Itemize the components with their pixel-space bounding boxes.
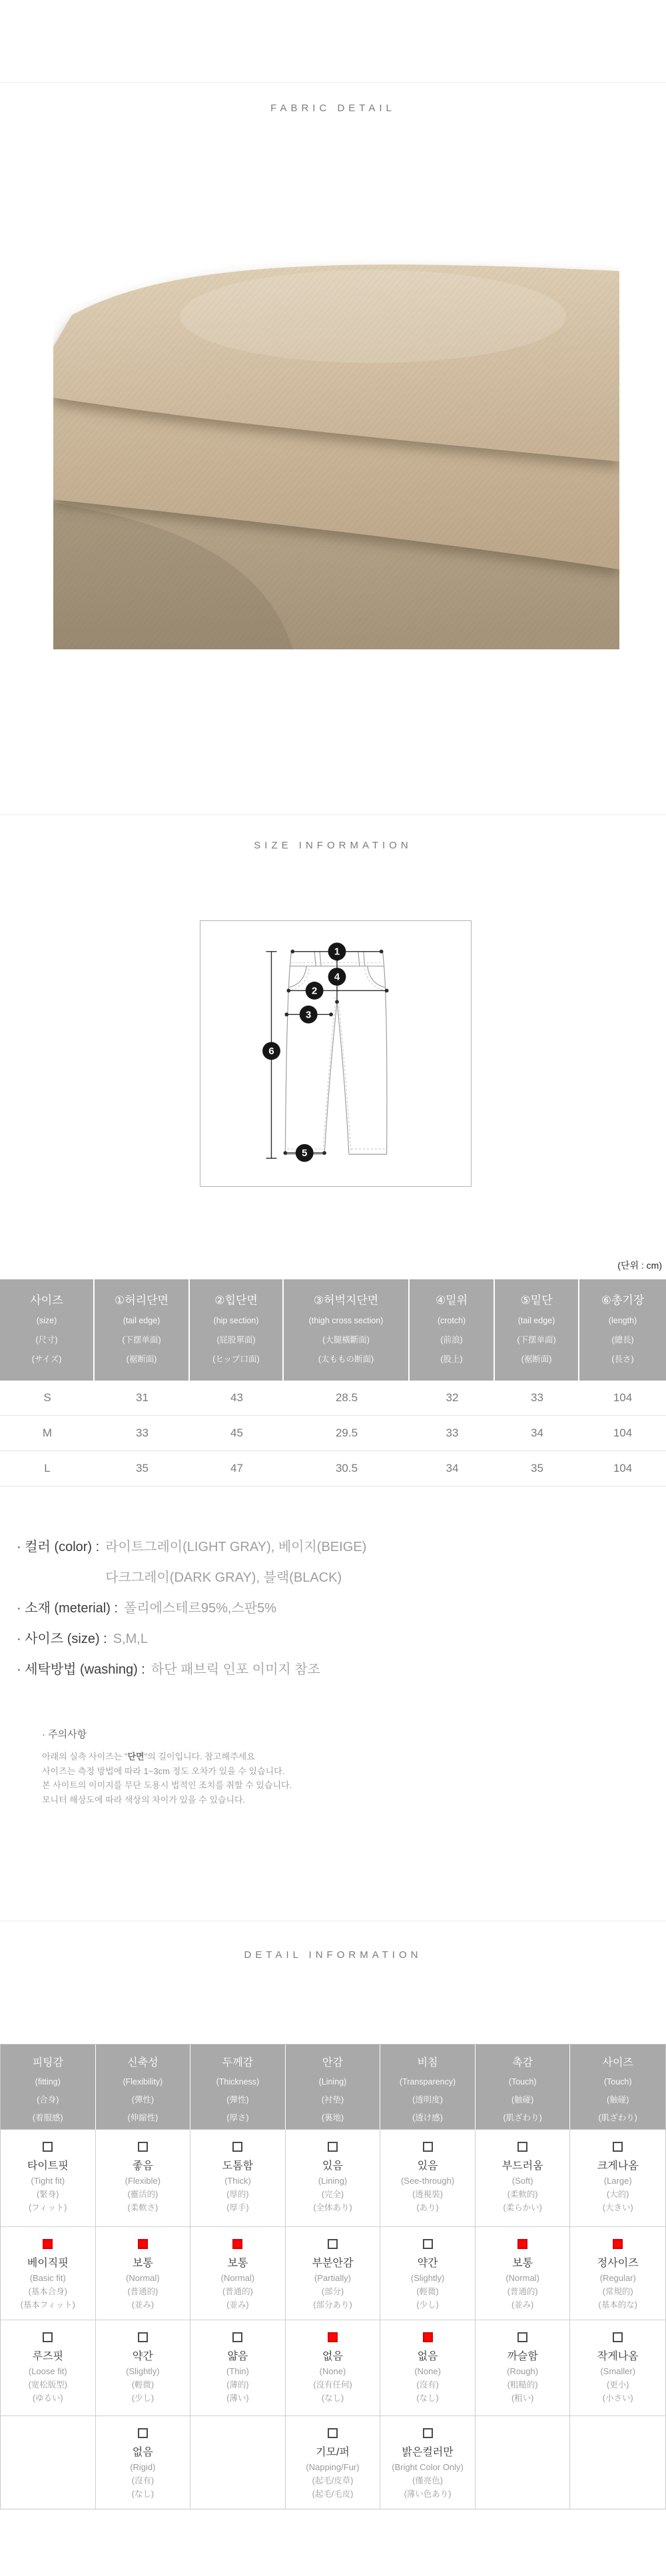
detail-option-en: (Thin): [226, 2366, 249, 2376]
notice-line: [42, 1750, 292, 1764]
size-header-main: ①허리단면: [115, 1294, 168, 1307]
size-header-jp: (股上): [440, 1355, 463, 1364]
checkbox-empty-icon: [138, 2428, 148, 2438]
detail-option-jp: (小さい): [602, 2394, 633, 2403]
detail-option-cn: (起毛/皮草): [312, 2476, 354, 2485]
detail-option-cn: (柔軟的): [507, 2190, 538, 2199]
detail-option-label: 밝은컬러만: [402, 2447, 454, 2458]
marker-6: 6: [268, 1045, 274, 1057]
section-divider: [0, 814, 666, 815]
detail-option-label: 까슬함: [507, 2351, 538, 2362]
checkbox-filled-icon: [328, 2332, 338, 2342]
spec-list: [17, 1532, 366, 1685]
checkbox-empty-icon: [517, 2332, 527, 2342]
detail-option-cn: (宽松版型): [28, 2380, 67, 2390]
marker-3: 3: [306, 1009, 312, 1021]
size-header-jp: (裾断面): [521, 1355, 552, 1364]
detail-option-jp: (大きい): [602, 2203, 633, 2212]
detail-option-cn: (透視裝): [412, 2190, 443, 2199]
detail-header-cn: (彈性): [226, 2095, 249, 2104]
size-table-header-cell: [0, 1279, 95, 1381]
detail-option-cell: [1, 2130, 96, 2227]
detail-header-cn: (衬垫): [321, 2095, 344, 2104]
detail-option-cn: (普通的): [127, 2287, 159, 2296]
detail-option-label: 약간: [417, 2258, 438, 2269]
detail-option-cell: [1, 2227, 96, 2320]
detail-option-label: 정사이즈: [597, 2258, 639, 2269]
detail-option-label: 약간: [132, 2351, 153, 2362]
detail-option-cn: (普通的): [222, 2287, 253, 2296]
size-table-header-cell: [495, 1279, 579, 1381]
size-header-main: ⑤밑단: [520, 1294, 553, 1307]
size-value-cell: 33: [136, 1427, 149, 1439]
size-value-cell: 104: [613, 1391, 633, 1404]
notice-line: 모니터 해상도에 따라 색상의 차이가 있을 수 있습니다.: [42, 1794, 246, 1805]
detail-option-en: (Smaller): [600, 2366, 636, 2376]
detail-option-en: (Tight fit): [31, 2176, 65, 2186]
checkbox-empty-icon: [43, 2332, 53, 2342]
fabric-photo: [53, 216, 619, 649]
detail-option-cn: (基本合身): [28, 2287, 67, 2296]
checkbox-filled-icon: [232, 2239, 242, 2249]
detail-option-cn: (靈活的): [127, 2190, 159, 2199]
size-header-jp: (太ももの断面): [318, 1355, 374, 1364]
detail-option-jp: (薄い色あり): [404, 2489, 452, 2499]
detail-empty-cell: [1, 2416, 96, 2509]
detail-header-jp: (着服感): [32, 2113, 63, 2122]
checkbox-empty-icon: [328, 2142, 338, 2152]
detail-header-main: 두께감: [222, 2057, 254, 2069]
detail-option-label: 도톰함: [222, 2160, 254, 2172]
detail-option-cn: (緊身): [37, 2190, 59, 2199]
detail-header-cn: (触碰): [511, 2095, 534, 2104]
detail-header-jp: (厚さ): [226, 2113, 249, 2122]
notice-line: 사이즈는 측정 방법에 따라 1~3cm 정도 오차가 있을 수 있습니다.: [42, 1766, 285, 1776]
size-header-cn: (下摆单面): [517, 1335, 556, 1345]
pants-diagram-art: [200, 921, 471, 1186]
size-header-cn: (大腿橫斷面): [322, 1335, 370, 1345]
detail-option-en: (Normal): [126, 2273, 160, 2283]
detail-header-cn: (触碰): [607, 2095, 629, 2104]
detail-option-en: (Partially): [314, 2273, 351, 2283]
detail-option-en: (Soft): [511, 2176, 533, 2186]
detail-option-label: 얇음: [227, 2351, 248, 2362]
detail-option-jp: (並み): [226, 2300, 249, 2310]
detail-option-en: (Loose fit): [28, 2366, 67, 2376]
detail-option-cn: (沒有任何): [313, 2380, 352, 2390]
unit-note: (단위 : cm): [617, 1260, 662, 1271]
detail-option-cell: [380, 2227, 476, 2320]
detail-option-label: 보통: [227, 2258, 248, 2269]
detail-option-cell: [190, 2130, 286, 2227]
section-divider: [0, 82, 666, 83]
spec-item-washing: [17, 1654, 366, 1685]
detail-option-cell: [476, 2320, 571, 2416]
size-table-header-cell: [95, 1279, 190, 1381]
detail-option-cell: [96, 2416, 191, 2509]
detail-header-jp: (透け感): [412, 2113, 443, 2122]
detail-option-cn: (沒有): [131, 2476, 155, 2485]
detail-option-cn: (厚的): [226, 2190, 249, 2199]
size-value-cell: 104: [613, 1462, 633, 1474]
detail-option-jp: (並み): [511, 2300, 534, 2310]
size-value-cell: 35: [531, 1462, 543, 1474]
checkbox-empty-icon: [43, 2142, 53, 2152]
detail-option-jp: (基本フィット): [20, 2300, 75, 2310]
detail-header-jp: (肌ざわり): [598, 2113, 637, 2122]
size-value-cell: 45: [230, 1427, 243, 1439]
size-table-row: [0, 1381, 666, 1416]
spec-value: 폴리에스테르95%,스판5%: [123, 1601, 277, 1616]
detail-option-cn: (部分): [321, 2287, 344, 2296]
detail-header-cn: (透明度): [412, 2095, 443, 2104]
detail-option-en: (Slightly): [126, 2366, 160, 2376]
detail-option-label: 타이트핏: [27, 2160, 69, 2172]
size-value-cell: 47: [230, 1462, 243, 1474]
detail-option-en: (Lining): [318, 2176, 348, 2186]
detail-option-en: (Bright Color Only): [392, 2462, 464, 2472]
detail-option-en: (None): [414, 2366, 441, 2376]
checkbox-empty-icon: [328, 2428, 338, 2438]
checkbox-filled-icon: [517, 2239, 527, 2249]
detail-option-cell: [96, 2320, 191, 2416]
size-name-cell: S: [43, 1391, 51, 1404]
checkbox-empty-icon: [138, 2142, 148, 2152]
size-value-cell: 104: [613, 1427, 633, 1439]
size-header-jp: (裾断面): [126, 1355, 157, 1364]
marker-2: 2: [312, 985, 318, 997]
detail-table: [0, 2044, 666, 2509]
detail-header-jp: (肌ざわり): [503, 2113, 542, 2122]
size-header-cn: (前浪): [440, 1335, 463, 1345]
marker-5: 5: [302, 1147, 308, 1159]
detail-option-label: 좋음: [132, 2160, 153, 2172]
size-value-cell: 31: [136, 1391, 149, 1404]
size-table-header-cell: [410, 1279, 495, 1381]
detail-header-en: (Flexibility): [123, 2077, 163, 2087]
detail-option-label: 없음: [417, 2351, 438, 2362]
detail-option-jp: (柔軟さ): [127, 2203, 159, 2212]
detail-option-label: 없음: [132, 2447, 153, 2458]
checkbox-empty-icon: [517, 2142, 527, 2152]
checkbox-empty-icon: [232, 2142, 242, 2152]
size-value-cell: 33: [531, 1391, 543, 1404]
detail-option-label: 베이직핏: [27, 2258, 69, 2269]
detail-option-cn: (沒有): [416, 2380, 439, 2390]
detail-header-cell: [190, 2045, 286, 2130]
detail-header-main: 안감: [322, 2057, 343, 2069]
notice-title: · 주의사항: [42, 1729, 87, 1740]
detail-option-cell: [570, 2130, 665, 2227]
size-header-main: ⑥총기장: [601, 1294, 645, 1307]
size-value-cell: 35: [136, 1462, 149, 1474]
size-header-main: ④밑위: [435, 1294, 468, 1307]
size-header-main: 사이즈: [30, 1294, 63, 1307]
detail-header-cell: [96, 2045, 191, 2130]
detail-option-cn: (更小): [607, 2380, 629, 2390]
spec-label: · 사이즈 (size) :: [17, 1632, 107, 1646]
checkbox-empty-icon: [138, 2332, 148, 2342]
size-header-en: (size): [36, 1316, 57, 1325]
size-value-cell: 29.5: [335, 1427, 358, 1439]
detail-table-body: [1, 2130, 665, 2509]
size-header-cn: (總長): [611, 1335, 634, 1345]
detail-table-row: [1, 2130, 665, 2227]
checkbox-filled-icon: [613, 2239, 623, 2249]
detail-header-en: (fitting): [35, 2077, 61, 2087]
detail-option-cn: (輕微): [416, 2287, 439, 2296]
detail-option-cell: [570, 2320, 665, 2416]
pants-measurement-diagram: [200, 920, 472, 1187]
detail-option-cell: [190, 2227, 286, 2320]
detail-header-en: (Transparency): [399, 2077, 456, 2087]
notice-line-post: "의 길이입니다. 참고해주세요: [144, 1752, 255, 1762]
detail-header-main: 사이즈: [602, 2057, 633, 2069]
spec-item-color: [17, 1532, 366, 1593]
detail-option-cn: (常規的): [602, 2287, 633, 2296]
size-table-header: [0, 1279, 666, 1381]
size-table: [0, 1279, 666, 1486]
size-header-en: (tail edge): [517, 1316, 555, 1325]
size-header-en: (thigh cross section): [308, 1316, 384, 1325]
detail-header-en: (Touch): [508, 2077, 537, 2087]
detail-table-row: [1, 2416, 665, 2509]
spec-value: S,M,L: [113, 1632, 148, 1646]
detail-option-jp: (全体あり): [313, 2203, 352, 2212]
detail-header-cn: (彈性): [131, 2095, 155, 2104]
detail-header-main: 비침: [417, 2057, 438, 2069]
size-table-header-cell: [284, 1279, 410, 1381]
detail-option-label: 크게나옴: [597, 2160, 639, 2172]
detail-option-jp: (起毛/毛皮): [312, 2489, 354, 2499]
detail-header-en: (Lining): [318, 2077, 347, 2087]
checkbox-empty-icon: [328, 2239, 338, 2249]
size-header-jp: (サイズ): [31, 1355, 62, 1364]
size-table-header-cell: [190, 1279, 284, 1381]
detail-option-label: 루즈핏: [32, 2351, 63, 2362]
detail-empty-cell: [476, 2416, 571, 2509]
spec-label: · 컬러 (color) :: [17, 1540, 100, 1554]
size-value-cell: 32: [446, 1391, 459, 1404]
spec-label: · 세탁방법 (washing) :: [17, 1662, 145, 1677]
size-header-en: (hip section): [213, 1316, 259, 1325]
detail-option-en: (Regular): [599, 2273, 636, 2283]
checkbox-empty-icon: [232, 2332, 242, 2342]
detail-header-main: 피팅감: [32, 2057, 63, 2069]
detail-option-cell: [476, 2130, 571, 2227]
detail-option-jp: (薄い): [226, 2394, 249, 2403]
detail-option-cn: (普通的): [507, 2287, 538, 2296]
detail-option-en: (Normal): [505, 2273, 539, 2283]
detail-header-cell: [1, 2045, 96, 2130]
size-header-en: (length): [608, 1316, 637, 1325]
detail-header-jp: (裏地): [321, 2113, 344, 2122]
checkbox-filled-icon: [43, 2239, 53, 2249]
spec-value-line: 라이트그레이(LIGHT GRAY), 베이지(BEIGE): [105, 1540, 367, 1554]
detail-option-jp: (粗い): [511, 2394, 534, 2403]
detail-option-label: 있음: [322, 2160, 343, 2172]
checkbox-filled-icon: [138, 2239, 148, 2249]
size-name-cell: M: [42, 1427, 53, 1439]
size-header-en: (tail edge): [123, 1316, 161, 1325]
detail-option-jp: (並み): [131, 2300, 155, 2310]
detail-option-en: (Normal): [220, 2273, 255, 2283]
notice-line-bold: 단면: [127, 1752, 145, 1762]
notice-line: 본 사이트의 이미지를 무단 도용시 법적인 조치를 취할 수 있습니다.: [42, 1780, 292, 1790]
marker-1: 1: [334, 946, 340, 958]
detail-empty-cell: [570, 2416, 665, 2509]
detail-option-en: (Rough): [507, 2366, 539, 2376]
size-value-cell: 43: [230, 1391, 243, 1404]
detail-header-cell: [476, 2045, 571, 2130]
size-header-cn: (屁股單面): [216, 1335, 256, 1345]
detail-header-cell: [286, 2045, 381, 2130]
size-header-main: ③허벅지단면: [313, 1294, 379, 1307]
checkbox-empty-icon: [423, 2142, 433, 2152]
detail-table-header: [1, 2045, 665, 2130]
detail-option-jp: (部分あり): [313, 2300, 352, 2310]
detail-option-cell: [286, 2416, 381, 2509]
spec-item-size: [17, 1624, 366, 1654]
size-value-cell: 30.5: [335, 1462, 358, 1474]
size-value-cell: 28.5: [335, 1391, 358, 1404]
detail-information-title: DETAIL INFORMATION: [244, 1949, 422, 1961]
notice-line-pre: 아래의 실측 사이즈는 ": [42, 1752, 128, 1762]
detail-option-cn: (完全): [321, 2190, 344, 2199]
detail-option-cell: [96, 2130, 191, 2227]
detail-option-jp: (あり): [416, 2203, 439, 2212]
detail-option-en: (Basic fit): [29, 2273, 66, 2283]
size-value-cell: 34: [531, 1427, 543, 1439]
size-header-jp: (ヒップ口面): [212, 1355, 260, 1364]
detail-option-cell: [476, 2227, 571, 2320]
detail-option-cn: (輕微): [131, 2380, 155, 2390]
detail-header-main: 신축성: [127, 2057, 159, 2069]
detail-option-cell: [190, 2320, 286, 2416]
fabric-photo-art: [53, 216, 619, 649]
size-header-main: ②힙단면: [214, 1294, 258, 1307]
detail-option-label: 있음: [417, 2160, 438, 2172]
size-table-row: [0, 1451, 666, 1486]
detail-table-row: [1, 2227, 665, 2320]
detail-option-en: (Thick): [224, 2176, 251, 2186]
detail-option-cell: [380, 2130, 476, 2227]
checkbox-empty-icon: [423, 2428, 433, 2438]
detail-option-cn: (薄的): [226, 2380, 249, 2390]
detail-option-cell: [96, 2227, 191, 2320]
detail-option-cn: (大的): [607, 2190, 629, 2199]
detail-option-label: 부드러움: [501, 2160, 543, 2172]
size-value-cell: 34: [446, 1462, 459, 1474]
detail-option-en: (None): [319, 2366, 346, 2376]
detail-option-label: 없음: [322, 2351, 343, 2362]
detail-option-jp: (フィット): [29, 2203, 67, 2212]
detail-option-en: (Slightly): [410, 2273, 445, 2283]
size-header-en: (crotch): [437, 1316, 466, 1325]
spec-value: 하단 패브릭 인포 이미지 참조: [151, 1662, 320, 1677]
detail-option-jp: (なし): [321, 2394, 344, 2403]
detail-header-jp: (伸縮性): [127, 2113, 159, 2122]
detail-option-jp: (なし): [416, 2394, 439, 2403]
detail-table-row: [1, 2320, 665, 2416]
detail-option-cell: [380, 2416, 476, 2509]
checkbox-empty-icon: [423, 2239, 433, 2249]
detail-header-cn: (合身): [37, 2095, 59, 2104]
spec-value-line: 다크그레이(DARK GRAY), 블랙(BLACK): [105, 1570, 342, 1585]
detail-option-en: (Rigid): [130, 2462, 156, 2472]
detail-option-cell: [286, 2320, 381, 2416]
size-value-cell: 33: [446, 1427, 459, 1439]
detail-option-label: 기모/퍼: [316, 2447, 350, 2458]
detail-option-cell: [570, 2227, 665, 2320]
detail-header-en: (Thickness): [216, 2077, 260, 2087]
checkbox-filled-icon: [423, 2332, 433, 2342]
notice-block: [42, 1727, 292, 1807]
spec-item-material: [17, 1593, 366, 1624]
detail-header-cell: [570, 2045, 665, 2130]
detail-header-cell: [380, 2045, 476, 2130]
detail-option-jp: (少し): [416, 2300, 439, 2310]
detail-option-label: 보통: [512, 2258, 533, 2269]
detail-option-cell: [286, 2130, 381, 2227]
checkbox-empty-icon: [613, 2142, 623, 2152]
marker-4: 4: [334, 971, 340, 983]
detail-option-jp: (ゆるい): [32, 2394, 63, 2403]
detail-option-jp: (厚手): [226, 2203, 249, 2212]
detail-option-cell: [380, 2320, 476, 2416]
detail-option-label: 보통: [132, 2258, 153, 2269]
detail-header-en: (Touch): [603, 2077, 632, 2087]
detail-option-en: (See-through): [400, 2176, 455, 2186]
detail-empty-cell: [190, 2416, 286, 2509]
checkbox-empty-icon: [613, 2332, 623, 2342]
detail-option-en: (Large): [603, 2176, 632, 2186]
detail-option-cn: (粗糙的): [507, 2380, 538, 2390]
detail-option-jp: (少し): [131, 2394, 155, 2403]
detail-option-en: (Flexible): [125, 2176, 161, 2186]
detail-header-main: 촉감: [512, 2057, 533, 2069]
size-table-body: [0, 1381, 666, 1486]
spec-value: [105, 1532, 366, 1593]
detail-option-cell: [286, 2227, 381, 2320]
detail-option-label: 작게나옴: [597, 2351, 639, 2362]
detail-option-jp: (なし): [131, 2489, 155, 2499]
detail-option-en: (Napping/Fur): [306, 2462, 360, 2472]
spec-label: · 소재 (meterial) :: [17, 1601, 118, 1616]
detail-option-label: 부분안감: [312, 2258, 354, 2269]
size-header-jp: (長さ): [611, 1355, 634, 1364]
detail-option-cn: (僅亮色): [412, 2476, 443, 2485]
size-information-title: SIZE INFORMATION: [254, 840, 412, 851]
detail-option-jp: (柔らかい): [503, 2203, 542, 2212]
size-table-header-cell: [579, 1279, 666, 1381]
detail-option-jp: (基本的な): [598, 2300, 637, 2310]
size-header-cn: (下摆单面): [122, 1335, 161, 1345]
size-header-cn: (尺寸): [35, 1335, 58, 1345]
size-table-row: [0, 1416, 666, 1451]
size-name-cell: L: [44, 1462, 51, 1474]
fabric-detail-title: FABRIC DETAIL: [270, 103, 396, 114]
detail-option-cell: [1, 2320, 96, 2416]
